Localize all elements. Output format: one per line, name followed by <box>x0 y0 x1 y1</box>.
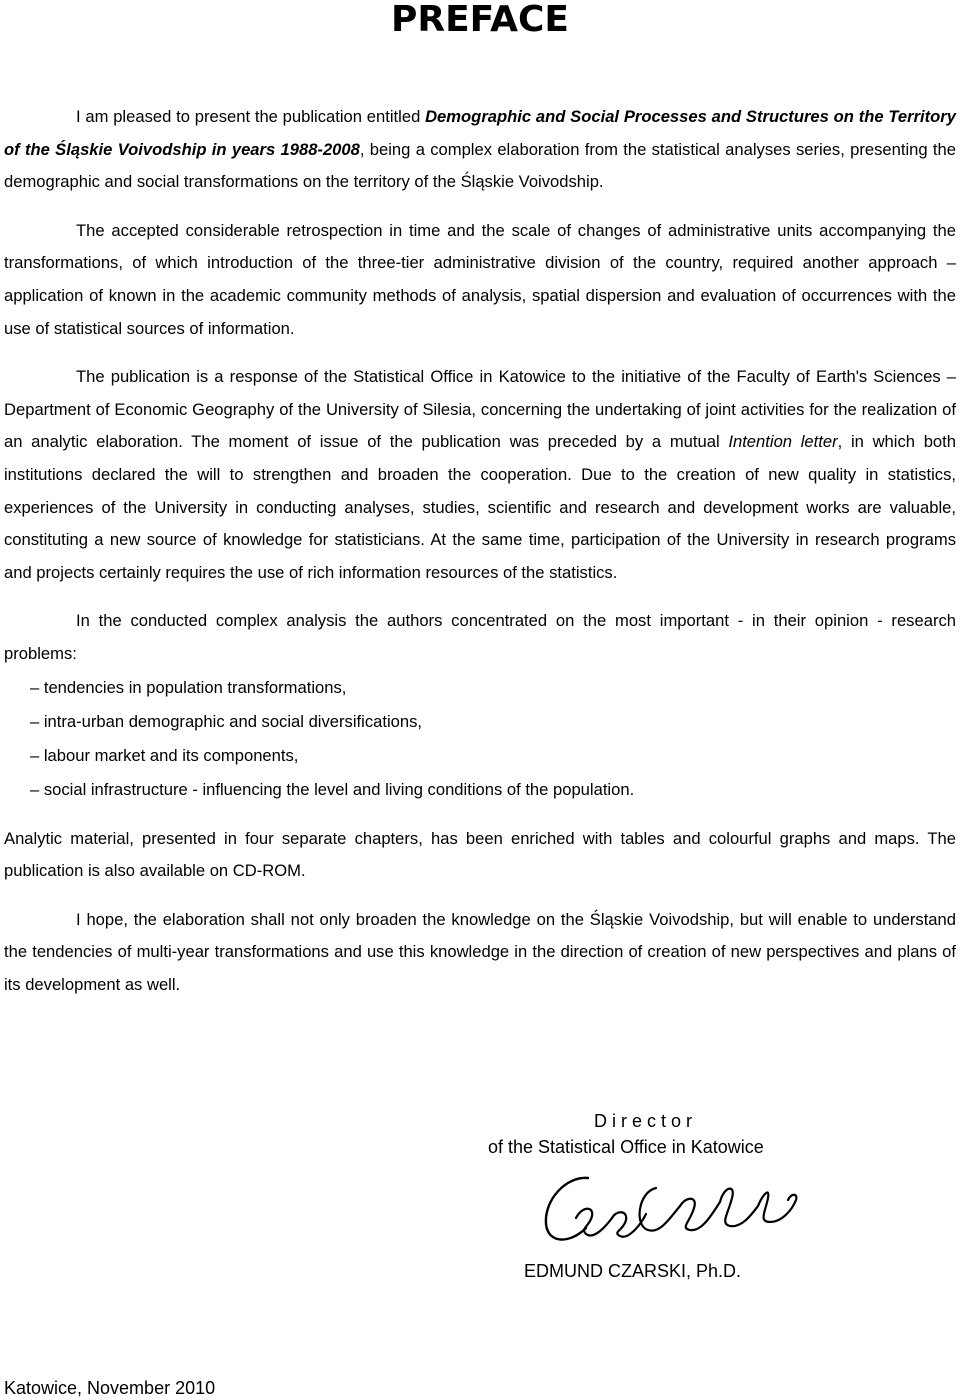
intention-letter-text: Intention letter <box>728 432 838 452</box>
paragraph-initiative-start: The publication is a response of the Statistical Office in Katowice to the initiative of the Faculty of Earth's Sciences – Department of Economic Geography of the University of Silesia, concerning the undertaking of joint activities for the realization of an analytic elaboration. The moment of issue of the publication was preceded by a mutual <box>4 367 956 452</box>
signatory-office: of the Statistical Office in Katowice <box>488 1137 764 1157</box>
list-item: – social infrastructure - influencing the level and living conditions of the population. <box>30 779 635 799</box>
handwritten-signature <box>530 1166 830 1254</box>
paragraph-intro-start: I am pleased to present the publication entitled <box>76 107 426 126</box>
list-item: – intra-urban demographic and social diversifications, <box>30 711 423 731</box>
list-item: – labour market and its components, <box>30 745 299 765</box>
paragraph-initiative-end: , in which both institutions declared the will to strengthen and broaden the cooperation. Due to the creation of new quality in statistics, experiences of the University in conducting analyses, studies, scientific and research and development works are valuable, constituting a new source of knowledge for statisticians. At the same time, participation of the University in research programs and projects certainly requires the use of rich information resources of the statistics. <box>4 432 956 582</box>
page-title: PREFACE <box>390 0 570 40</box>
paragraph-intro <box>4 101 956 199</box>
paragraph-material: Analytic material, presented in four separate chapters, has been enriched with tables and colourful graphs and maps. The publication is also available on CD-ROM. <box>4 828 956 881</box>
paragraph-hope: I hope, the elaboration shall not only broaden the knowledge on the Śląskie Voivodship, but will enable to understand the tendencies of multi-year transformations and use this knowledge in the direction of creation of new perspectives and plans of its development as well. <box>4 909 956 994</box>
document-body <box>4 101 956 1001</box>
signatory-role: Director <box>594 1111 698 1131</box>
publication-title: Demographic and Social Processes and Structures on the Territory of the Śląskie Voivodship in years 1988-2008 <box>4 107 956 159</box>
paragraph-initiative <box>4 361 956 589</box>
paragraph-analysis: In the conducted complex analysis the authors concentrated on the most important - in their opinion - research problems: <box>4 611 956 663</box>
paragraph-retrospection: The accepted considerable retrospection in time and the scale of changes of administrative units accompanying the transformations, of which introduction of the three-tier administrative division of the country, required another approach – application of known in the academic community methods of analysis, spatial dispersion and evaluation of occurrences with the use of statistical sources of information. <box>4 220 956 338</box>
paragraph-intro-end: , being a complex elaboration from the statistical analyses series, presenting the demographic and social transformations on the territory of the Śląskie Voivodship. <box>4 139 956 192</box>
signatory-name: EDMUND CZARSKI, Ph.D. <box>524 1261 742 1281</box>
list-item: – tendencies in population transformations, <box>30 677 347 697</box>
signature-block <box>488 1108 828 1281</box>
place-and-date: Katowice, November 2010 <box>4 1378 216 1398</box>
research-problems-list <box>4 671 956 807</box>
